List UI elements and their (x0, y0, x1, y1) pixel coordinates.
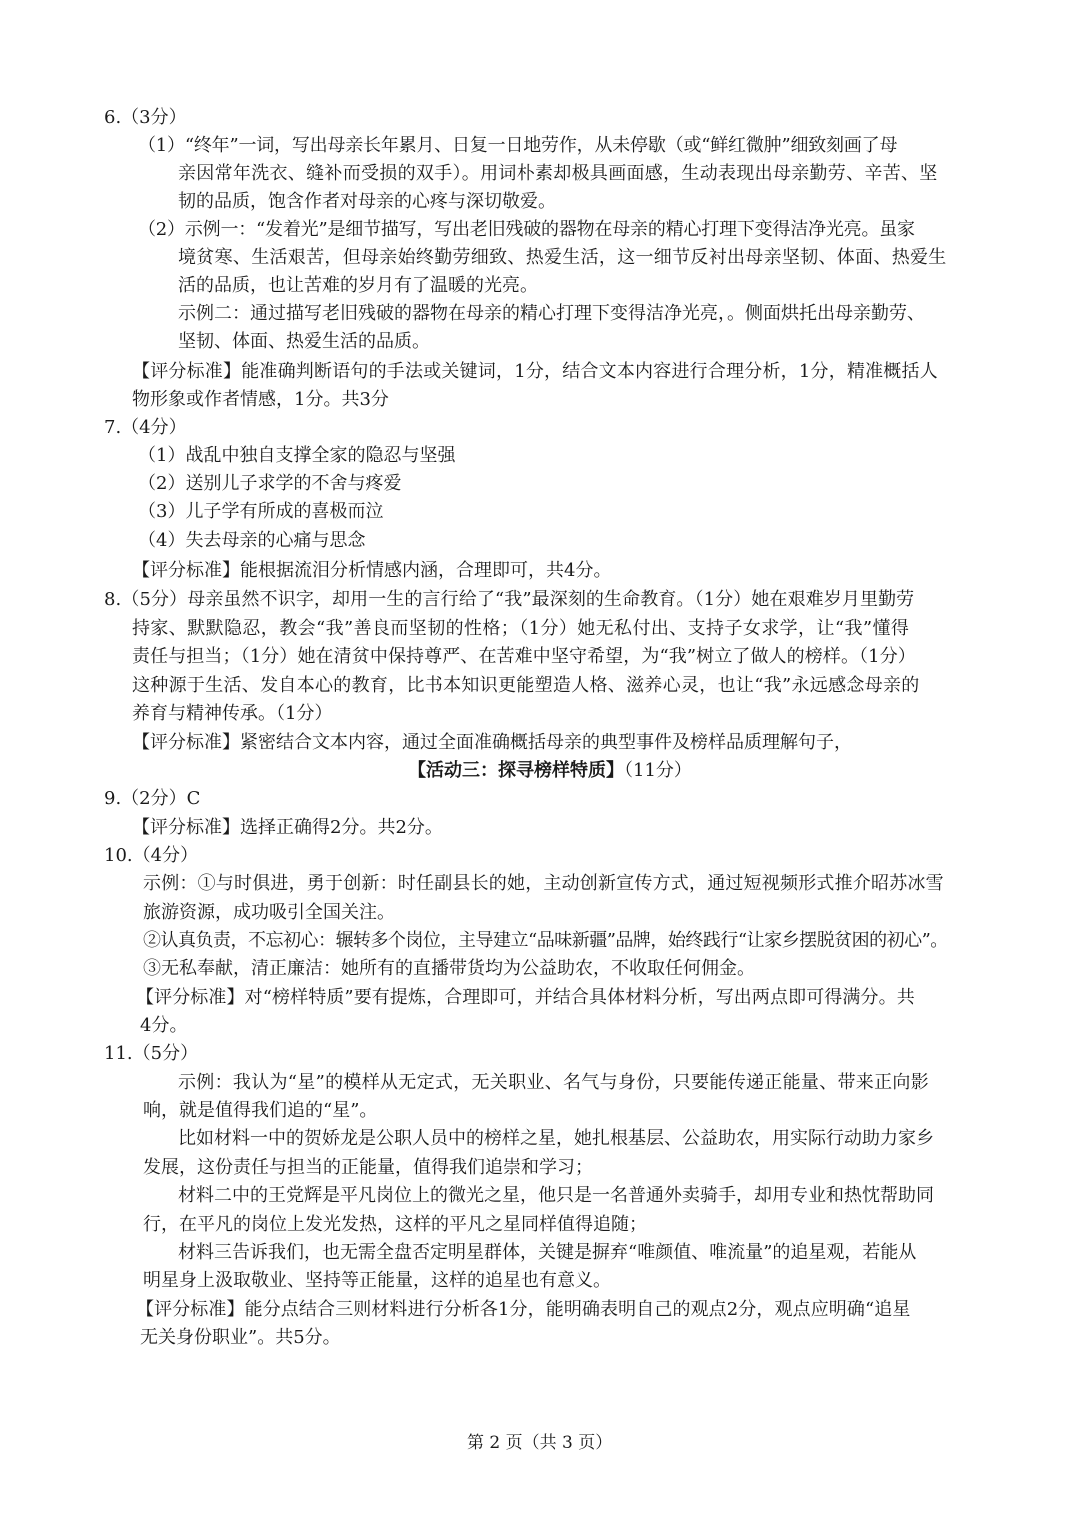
q7-scoring: 【评分标准】能根据流泪分析情感内涵，合理即可，共4分。 (132, 560, 612, 581)
q11-scoring-line1: 【评分标准】能分点结合三则材料进行分析各1分，能明确表明自己的观点2分，观点应明确“追星 (136, 1299, 911, 1320)
activity-3-title: 【活动三：探寻榜样特质】 (408, 760, 624, 781)
q7-heading: 7.（4分） (104, 417, 187, 438)
q8-line1: 8.（5分）母亲虽然不识字，却用一生的言行给了“我”最深刻的生命教育。（1分）她在艰难岁月里勤劳 (104, 589, 915, 610)
q6-example2-line2: 坚韧、体面、热爱生活的品质。 (178, 331, 430, 352)
q10-line2: 旅游资源，成功吸引全国关注。 (143, 902, 395, 923)
q6-part2-line3: 活的品质，也让苦难的岁月有了温暖的光亮。 (178, 275, 538, 296)
q7-item-1: （1）战乱中独自支撑全家的隐忍与坚强 (138, 445, 456, 466)
activity-3-score: （11分） (624, 760, 692, 781)
q6-part1-line1: （1）“终年”一词，写出母亲长年累月、日复一日地劳作，从未停歇（或“鲜红微肿”细致刻画了母 (138, 135, 898, 156)
q10-scoring-line1: 【评分标准】对“榜样特质”要有提炼，合理即可，并结合具体材料分析，写出两点即可得满分。共 (136, 987, 915, 1008)
q11-line6: 行，在平凡的岗位上发光发热，这样的平凡之星同样值得追随； (143, 1214, 647, 1235)
q11-line2: 响，就是值得我们追的“星”。 (143, 1100, 378, 1121)
q8-scoring: 【评分标准】紧密结合文本内容，通过全面准确概括母亲的典型事件及榜样品质理解句子， (132, 732, 852, 753)
q6-part1-line2: 亲因常年洗衣、缝补而受损的双手）。用词朴素却极具画面感，生动表现出母亲勤劳、辛苦、坚 (178, 163, 938, 184)
q8-line5: 养育与精神传承。（1分） (132, 703, 333, 724)
page-number: 第 2 页（共 3 页） (467, 1433, 613, 1453)
activity-3-heading (408, 759, 692, 783)
q11-scoring-line2: 无关身份职业”。共5分。 (140, 1327, 341, 1348)
q7-item-4: （4）失去母亲的心痛与思念 (138, 530, 366, 551)
q9-heading: 9.（2分）C (104, 788, 201, 809)
q9-scoring: 【评分标准】选择正确得2分。共2分。 (132, 817, 443, 838)
q10-line3: ②认真负责，不忘初心：辗转多个岗位，主导建立“品味新疆”品牌，始终践行“让家乡摆脱贫困的初心”。 (143, 930, 948, 951)
q7-item-3: （3）儿子学有所成的喜极而泣 (138, 501, 384, 522)
q10-heading: 10.（4分） (104, 845, 199, 866)
q10-scoring-line2: 4分。 (140, 1015, 188, 1036)
q6-heading: 6.（3分） (104, 107, 187, 128)
q11-line4: 发展，这份责任与担当的正能量，值得我们追崇和学习； (143, 1157, 593, 1178)
q10-line1: 示例：①与时俱进，勇于创新：时任副县长的她，主动创新宣传方式，通过短视频形式推介昭苏冰雪 (143, 873, 944, 894)
q11-line8: 明星身上汲取敬业、坚持等正能量，这样的追星也有意义。 (143, 1270, 611, 1291)
q10-line4: ③无私奉献，清正廉洁：她所有的直播带货均为公益助农，不收取任何佣金。 (143, 958, 755, 979)
q11-line1: 示例：我认为“星”的模样从无定式，无关职业、名气与身份，只要能传递正能量、带来正向影 (178, 1072, 929, 1093)
q6-scoring-line2: 物形象或作者情感，1分。共3分 (132, 389, 389, 410)
q11-line3: 比如材料一中的贺娇龙是公职人员中的榜样之星，她扎根基层、公益助农，用实际行动助力家乡 (178, 1128, 934, 1149)
q6-part2-line1: （2）示例一：“发着光”是细节描写，写出老旧残破的器物在母亲的精心打理下变得洁净光亮。虽家 (138, 219, 915, 240)
q11-heading: 11.（5分） (104, 1043, 199, 1064)
q6-example2-line1: 示例二：通过描写老旧残破的器物在母亲的精心打理下变得洁净光亮，。侧面烘托出母亲勤劳、 (178, 303, 925, 324)
q6-scoring-line1: 【评分标准】能准确判断语句的手法或关键词，1分，结合文本内容进行合理分析，1分，精准概括人 (132, 361, 938, 382)
q8-line4: 这种源于生活、发自本心的教育，比书本知识更能塑造人格、滋养心灵，也让“我”永远感念母亲的 (132, 675, 920, 696)
q6-part1-line3: 韧的品质，饱含作者对母亲的心疼与深切敬爱。 (178, 191, 556, 212)
q6-part2-line2: 境贫寒、生活艰苦，但母亲始终勤劳细致、热爱生活，这一细节反衬出母亲坚韧、体面、热爱生 (178, 247, 947, 268)
q8-line3: 责任与担当；（1分）她在清贫中保持尊严、在苦难中坚守希望，为“我”树立了做人的榜样。（1分） (132, 646, 916, 667)
q11-line7: 材料三告诉我们，也无需全盘否定明星群体，关键是摒弃“唯颜值、唯流量”的追星观，若能从 (178, 1242, 917, 1263)
q11-line5: 材料二中的王党辉是平凡岗位上的微光之星，他只是一名普通外卖骑手，却用专业和热忱帮助同 (178, 1185, 934, 1206)
q7-item-2: （2）送别儿子求学的不舍与疼爱 (138, 473, 402, 494)
q8-line2: 持家、默默隐忍，教会“我”善良而坚韧的性格；（1分）她无私付出、支持子女求学，让“我”懂得 (132, 618, 910, 639)
